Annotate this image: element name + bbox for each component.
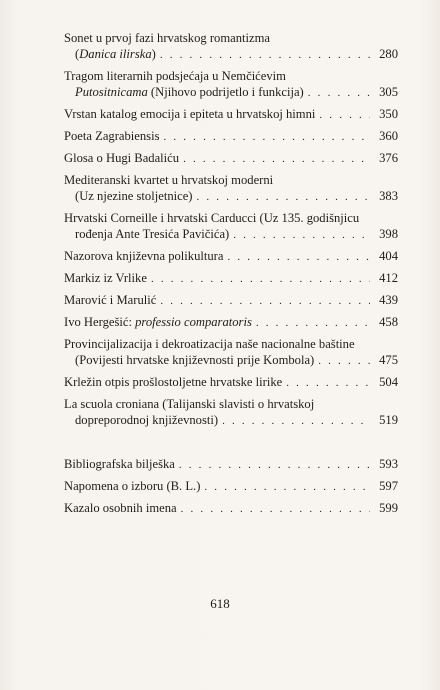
toc-entry	[64, 374, 398, 391]
toc-entry	[64, 68, 398, 101]
page-number: 618	[210, 596, 230, 611]
toc-entry-title-line	[64, 248, 398, 265]
toc-page-number: 350	[379, 107, 398, 121]
toc-entry-title: Markiz iz Vrlike	[64, 271, 147, 285]
toc-entry-title-line	[64, 336, 398, 352]
dot-leader	[318, 353, 370, 369]
toc-entry	[64, 336, 398, 369]
toc-page-number: 360	[379, 129, 398, 143]
toc-entry-continuation-line	[64, 188, 398, 205]
toc-entry-title-line	[64, 500, 398, 517]
toc-entry-title-line	[64, 150, 398, 167]
toc-entry-title: Sonet u prvoj fazi hrvatskog romantizma	[64, 31, 270, 45]
dot-leader	[151, 271, 370, 287]
toc-entry-title: Provincijalizacija i dekroatizacija naše nacionalne baštine	[64, 337, 355, 351]
toc-entry-title: dopreporodnoj književnosti)	[75, 413, 219, 427]
toc-entry-title-line	[64, 478, 398, 495]
toc-entry-title-line	[64, 172, 398, 188]
toc-entry-title: Kazalo osobnih imena	[64, 501, 177, 515]
dot-leader	[308, 85, 370, 101]
toc-entry	[64, 456, 398, 473]
toc-page-number: 376	[379, 151, 398, 165]
dot-leader	[160, 47, 370, 63]
toc-page-number: 280	[379, 47, 398, 61]
toc-entry-title: Glosa o Hugi Badaliću	[64, 151, 180, 165]
toc-entry	[64, 500, 398, 517]
toc-entry-title: Poeta Zagrabiensis	[64, 129, 160, 143]
toc-page-number: 593	[379, 457, 398, 471]
table-of-contents	[64, 30, 398, 522]
toc-entry-title: Putositnicama (Njihovo podrijetlo i funkcija)	[75, 85, 304, 99]
toc-entry-title-line	[64, 30, 398, 46]
toc-entry	[64, 128, 398, 145]
toc-entry-title: La scuola croniana (Talijanski slavisti o hrvatskoj	[64, 397, 315, 411]
toc-page-number: 519	[379, 413, 398, 427]
toc-entry-title: Vrstan katalog emocija i epiteta u hrvatskoj himni	[64, 107, 316, 121]
toc-page-number: 305	[379, 85, 398, 99]
toc-entry-title-line	[64, 396, 398, 412]
toc-page-number: 439	[379, 293, 398, 307]
toc-entry	[64, 396, 398, 429]
toc-entry	[64, 314, 398, 331]
toc-entry-title-line	[64, 106, 398, 123]
toc-entry-title-line	[64, 456, 398, 473]
toc-entry-continuation-line	[64, 226, 398, 243]
toc-entry-title: (Uz njezine stoljetnice)	[75, 189, 193, 203]
toc-entry-title: Napomena o izboru (B. L.)	[64, 479, 201, 493]
dot-leader	[222, 413, 370, 429]
dot-leader	[197, 189, 371, 205]
dot-leader	[181, 501, 370, 517]
toc-entry-title: Tragom literarnih podsjećaja u Nemčićevim	[64, 69, 286, 83]
toc-entry-title: Mediteranski kvartet u hrvatskoj moderni	[64, 173, 274, 187]
toc-entry	[64, 106, 398, 123]
toc-entry-title-line	[64, 210, 398, 226]
toc-entry-title: Hrvatski Corneille i hrvatski Carducci (Uz 135. godišnjicu	[64, 211, 360, 225]
toc-entry-title: Bibliografska bilješka	[64, 457, 175, 471]
toc-entry-title: Nazorova književna polikultura	[64, 249, 224, 263]
toc-entry-title-line	[64, 374, 398, 391]
toc-page-number: 412	[379, 271, 398, 285]
toc-entry-title-line	[64, 128, 398, 145]
toc-entry	[64, 248, 398, 265]
toc-entry-continuation-line	[64, 412, 398, 429]
toc-entry	[64, 292, 398, 309]
toc-page-number: 383	[379, 189, 398, 203]
toc-entry-title-line	[64, 292, 398, 309]
toc-entry-title-line	[64, 314, 398, 331]
toc-page-number: 458	[379, 315, 398, 329]
toc-entry-title: Krležin otpis prošlostoljetne hrvatske lirike	[64, 375, 283, 389]
toc-appendix-list	[64, 456, 398, 517]
toc-entry-title: Marović i Marulić	[64, 293, 157, 307]
toc-entry-continuation-line	[64, 84, 398, 101]
section-gap	[64, 434, 398, 456]
dot-leader	[233, 227, 370, 243]
toc-entry-title-line	[64, 270, 398, 287]
dot-leader	[163, 129, 370, 145]
toc-entry	[64, 478, 398, 495]
toc-page-number: 597	[379, 479, 398, 493]
dot-leader	[160, 293, 370, 309]
toc-entry	[64, 172, 398, 205]
toc-page-number: 398	[379, 227, 398, 241]
toc-entry-title: Ivo Hergešić: professio comparatoris	[64, 315, 252, 329]
toc-entry-continuation-line	[64, 46, 398, 63]
dot-leader	[204, 479, 370, 495]
toc-entry	[64, 270, 398, 287]
toc-entry-title: rođenja Ante Tresića Pavičića)	[75, 227, 230, 241]
dot-leader	[286, 375, 370, 391]
toc-page-number: 475	[379, 353, 398, 367]
toc-main-list	[64, 30, 398, 429]
toc-entry	[64, 30, 398, 63]
dot-leader	[256, 315, 370, 331]
dot-leader	[183, 151, 370, 167]
toc-entry	[64, 150, 398, 167]
toc-entry-continuation-line	[64, 352, 398, 369]
toc-entry-title-line	[64, 68, 398, 84]
toc-page-number: 404	[379, 249, 398, 263]
toc-entry-title: (Povijesti hrvatske književnosti prije Kombola)	[75, 353, 315, 367]
dot-leader	[319, 107, 370, 123]
dot-leader	[227, 249, 370, 265]
toc-page-number: 599	[379, 501, 398, 515]
toc-entry-title: (Danica ilirska)	[75, 47, 156, 61]
toc-page-number: 504	[379, 375, 398, 389]
dot-leader	[179, 457, 370, 473]
toc-entry	[64, 210, 398, 243]
